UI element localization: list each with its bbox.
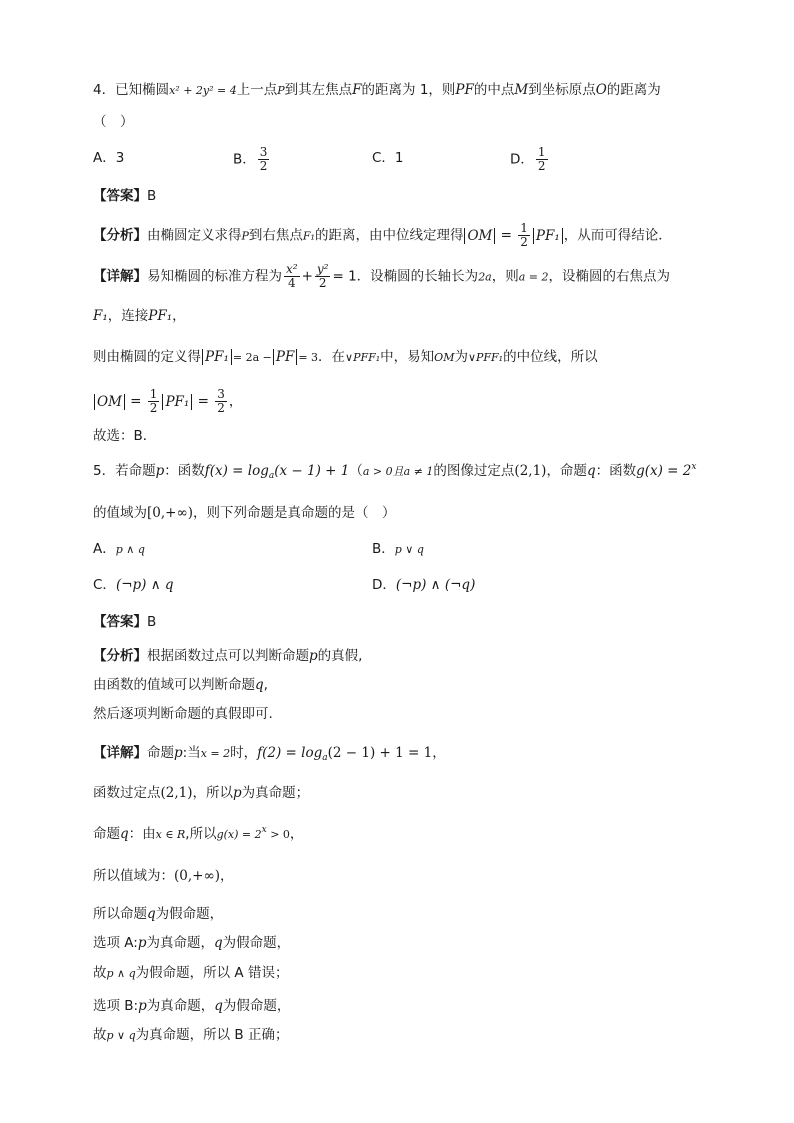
math-expression: > 0: [266, 828, 290, 841]
q4-stem-text: 的距离为: [606, 82, 661, 98]
q5-detail-line6: [93, 933, 290, 953]
option-label: D．: [510, 151, 534, 168]
detail-text: 为假命题，: [155, 906, 224, 922]
fraction: [315, 263, 331, 290]
detail-text: 所以命题: [93, 906, 147, 922]
detail-text: 函数过定点: [93, 785, 161, 801]
detail-tag: 【详解】: [93, 745, 147, 761]
numerator: y²: [316, 262, 329, 276]
detail-text: 故: [93, 1027, 107, 1043]
q4-stem-text: 到其左焦点: [284, 82, 353, 98]
option-text: p ∧ q: [115, 543, 145, 556]
range: (0,+∞): [174, 868, 220, 884]
detail-text: 为真命题，所以 B 正确；: [135, 1027, 289, 1043]
prop-p: p: [233, 785, 242, 801]
math-x-eq-2: x = 2: [200, 747, 231, 760]
q4-stem-text: 的距离为 1，则: [361, 82, 456, 98]
numerator: 1: [537, 145, 546, 159]
q4-detail-line3: [93, 347, 598, 368]
math-expression: (2 − 1) + 1 = 1: [327, 745, 433, 761]
fixed-point: (2,1): [160, 785, 193, 801]
exponent: x: [691, 462, 697, 472]
q4-detail-line4: OM = $\frac{1}{2}$ PF₁ = $\frac{3}{2}$ ，: [93, 388, 242, 415]
q5-detail-line8: [93, 996, 290, 1016]
math-expression: f(2) = log: [257, 745, 323, 761]
analysis-text: ，从而可得结论．: [563, 227, 672, 244]
detail-text: 为假命题，: [222, 998, 291, 1014]
abs-pf1: PF₁: [202, 349, 232, 365]
detail-text: 为真命题，: [146, 935, 214, 951]
prop-q: q: [586, 463, 596, 479]
q5-stem-text: ，命题: [546, 463, 587, 479]
analysis-text: 的真假,: [317, 648, 363, 664]
function-f: (x − 1) + 1: [274, 463, 350, 479]
option-text: A．3: [93, 150, 125, 166]
q5-stem-text: （: [349, 463, 363, 479]
answer-value: B: [147, 614, 157, 630]
detail-tag: 【详解】: [93, 268, 147, 285]
q5-stem-line1: [93, 461, 696, 482]
function-g: g(x) = 2: [636, 463, 692, 479]
detail-text: ，: [289, 826, 304, 842]
q5-detail-line1: [93, 743, 446, 764]
option-label: D．: [372, 577, 396, 593]
detail-text: 为假命题，: [222, 935, 291, 951]
q4-stem-line1: [93, 80, 661, 101]
math-expression: = 3: [298, 351, 319, 364]
q5-stem-text: 的图像过定点: [433, 463, 515, 479]
fraction: [148, 388, 160, 415]
segment-pf1: PF₁: [148, 308, 173, 324]
detail-text: ,所以: [185, 826, 217, 842]
option-text: (¬p) ∧ (¬q): [395, 577, 476, 593]
abs-pf1: PF₁: [162, 394, 192, 410]
math-a-eq-2: a = 2: [518, 270, 549, 284]
numerator: 1: [149, 387, 158, 401]
option-text: (¬p) ∧ q: [115, 577, 174, 593]
option-label: B．: [233, 151, 256, 168]
detail-text: 为真命题，: [146, 998, 215, 1014]
prop-q: q: [214, 935, 223, 951]
prop-q: q: [147, 906, 156, 922]
prop-p: p: [137, 935, 147, 951]
q5-option-a: [93, 539, 145, 560]
point-f1: F₁: [93, 308, 108, 324]
denominator: 2: [149, 401, 158, 415]
prop-q: q: [255, 677, 264, 693]
q5-stem-text: 的值域为: [93, 505, 147, 521]
option-label: C．: [93, 577, 116, 593]
range: [0,+∞): [147, 505, 193, 521]
prop-q: q: [214, 998, 223, 1014]
point-f1: F₁: [302, 229, 315, 243]
denominator: 2: [217, 401, 225, 415]
q5-detail-line5: [93, 904, 223, 924]
q4-option-c: [372, 148, 404, 168]
q5-answer: [93, 612, 156, 632]
detail-text: 为真命题；: [241, 785, 310, 801]
triangle-pff1: ∨PFF₁: [345, 351, 381, 364]
denominator: 2: [537, 159, 546, 173]
numerator: 1: [520, 221, 528, 235]
math-expression: p ∧ q: [106, 967, 136, 980]
denominator: 2: [520, 235, 528, 249]
detail-text: 选项 B:: [93, 998, 139, 1014]
detail-text: 故: [93, 965, 107, 981]
abs-om: OM: [464, 228, 495, 244]
q4-option-b: [233, 146, 271, 173]
option-text: C．1: [372, 150, 404, 166]
detail-text: 命题: [147, 745, 174, 761]
q4-stem-text: 到坐标原点: [528, 82, 596, 98]
analysis-text: 由椭圆定义求得: [147, 227, 242, 244]
q5-detail-line3: [93, 824, 303, 845]
point-o: O: [595, 82, 607, 98]
math-expression: g(x) = 2: [216, 828, 262, 841]
abs-om: OM: [94, 394, 125, 410]
q4-option-a: [93, 148, 124, 168]
q5-stem-text: ：函数: [164, 463, 205, 479]
q4-detail-line2: [93, 306, 186, 326]
q5-option-c: [93, 575, 174, 595]
q5-stem-text: 5．若命题: [93, 463, 156, 479]
condition: a > 0且a ≠ 1: [362, 465, 434, 478]
log-base: a: [322, 753, 328, 763]
segment-pf: PF: [455, 82, 474, 98]
detail-text: ，: [219, 868, 234, 884]
detail-text: 则由椭圆的定义得: [93, 349, 201, 365]
prop-q: q: [120, 826, 129, 842]
numerator: 3: [259, 145, 268, 159]
analysis-text: 到右焦点: [248, 227, 303, 244]
detail-text: ，: [432, 745, 446, 761]
point-p: P: [241, 229, 249, 243]
denominator: 2: [318, 276, 327, 290]
detail-text: 选项 A:: [93, 935, 138, 951]
math-x-in-r: x ∈ R: [155, 828, 186, 841]
analysis-tag: 【分析】: [93, 227, 147, 244]
detail-text: 所以值域为：: [93, 868, 174, 884]
detail-text: ，: [172, 308, 186, 324]
answer-tag: 【答案】: [93, 614, 147, 630]
numerator: 3: [217, 387, 225, 401]
triangle-pff1: ∨PFF₁: [467, 351, 504, 364]
analysis-text: 然后逐项判断命题的真假即可.: [93, 706, 273, 722]
prop-p: p: [155, 463, 165, 479]
fraction: [258, 146, 270, 173]
q4-stem-text: 上一点: [236, 82, 278, 98]
q5-stem-text: ，则下列命题是真命题的是（ ）: [192, 505, 396, 521]
q4-answer-paren: [93, 112, 134, 132]
detail-text: ，连接: [107, 308, 149, 324]
math-expression: = 2a −: [232, 351, 272, 364]
fraction: [284, 263, 300, 290]
log-base: a: [268, 471, 275, 481]
detail-text: ，则: [491, 268, 519, 285]
q4-stem-text: 的中点: [473, 82, 515, 98]
option-text: p ∨ q: [394, 543, 424, 556]
analysis-text: 根据函数过点可以判断命题: [147, 648, 309, 664]
math-2a: 2a: [478, 270, 492, 284]
detail-text: ：由: [128, 826, 156, 842]
detail-text: ．在: [318, 349, 346, 365]
q5-option-d: [372, 575, 475, 595]
detail-text: 命题: [93, 826, 120, 842]
q5-detail-line9: [93, 1025, 288, 1046]
analysis-text: 的距离，由中位线定理得: [314, 227, 464, 244]
denominator: 4: [287, 276, 296, 290]
fraction: [215, 388, 227, 415]
prop-p: p: [174, 745, 183, 761]
detail-text: 中，易知: [380, 349, 435, 365]
detail-text: = 1．设椭圆的长轴长为: [332, 268, 479, 285]
denominator: 2: [259, 159, 268, 173]
q5-stem-text: ：函数: [595, 463, 637, 479]
detail-text: ，所以: [192, 785, 234, 801]
detail-text: 的中位线，所以: [503, 349, 598, 365]
detail-text: 时，: [230, 745, 258, 761]
fraction: [536, 146, 548, 173]
analysis-text: ,: [263, 677, 268, 693]
point-p: P: [277, 84, 285, 97]
answer-tag: 【答案】: [93, 188, 147, 204]
q5-analysis-line1: [93, 646, 362, 666]
q4-conclusion: [93, 426, 156, 446]
segment-om: OM: [434, 351, 455, 364]
analysis-text: 由函数的值域可以判断命题: [93, 677, 255, 693]
answer-value: B: [147, 188, 157, 204]
function-f: f(x) = log: [204, 463, 269, 479]
analysis-tag: 【分析】: [93, 648, 147, 664]
fixed-point: (2,1): [514, 463, 547, 479]
q5-detail-line2: [93, 783, 309, 803]
q4-answer: [93, 186, 156, 206]
abs-pf: PF: [273, 349, 297, 365]
conclusion-text: 故选：B．: [93, 428, 157, 444]
detail-text: :当: [182, 745, 201, 761]
prop-p: p: [138, 998, 147, 1014]
q4-ellipse-equation: x² + 2y² = 4: [169, 84, 237, 97]
detail-text: 为假命题，所以 A 错误；: [135, 965, 289, 981]
q5-analysis-line3: [93, 704, 273, 724]
exponent: x: [261, 825, 267, 835]
q4-analysis: 【分析】由椭圆定义求得P到右焦点F₁的距离，由中位线定理得 OM = $\frac{1}{2}$ PF₁ ，从而可得结论．: [93, 221, 672, 249]
abs-pf1: PF₁: [533, 228, 563, 244]
point-m: M: [514, 82, 529, 98]
q5-detail-line4: [93, 866, 233, 886]
q5-option-b: [372, 539, 424, 560]
q4-stem-text: 4．已知椭圆: [93, 82, 170, 98]
detail-text: ，设椭圆的右焦点为: [548, 268, 671, 285]
q4-detail-line1: 【详解】易知椭圆的标准方程为 $\frac{\text{x²}}{4}$ + $\frac{\text{y²}}{2}$ = 1．设椭圆的长轴长为2a，则a = 2，设椭圆的右焦点为: [93, 262, 671, 290]
detail-text: 为: [454, 349, 468, 365]
q5-analysis-line2: [93, 675, 268, 695]
point-f: F: [352, 82, 362, 98]
q4-option-d: [510, 146, 550, 173]
q5-stem-line2: [93, 503, 395, 523]
prop-p: p: [309, 648, 318, 664]
q5-detail-line7: [93, 963, 288, 984]
detail-text: 易知椭圆的标准方程为: [147, 268, 282, 285]
answer-blank: （ ）: [93, 114, 134, 130]
numerator: x²: [286, 262, 298, 276]
option-label: B．: [372, 541, 395, 557]
option-label: A．: [93, 541, 116, 557]
math-expression: p ∨ q: [106, 1029, 136, 1042]
fraction: [518, 222, 530, 249]
